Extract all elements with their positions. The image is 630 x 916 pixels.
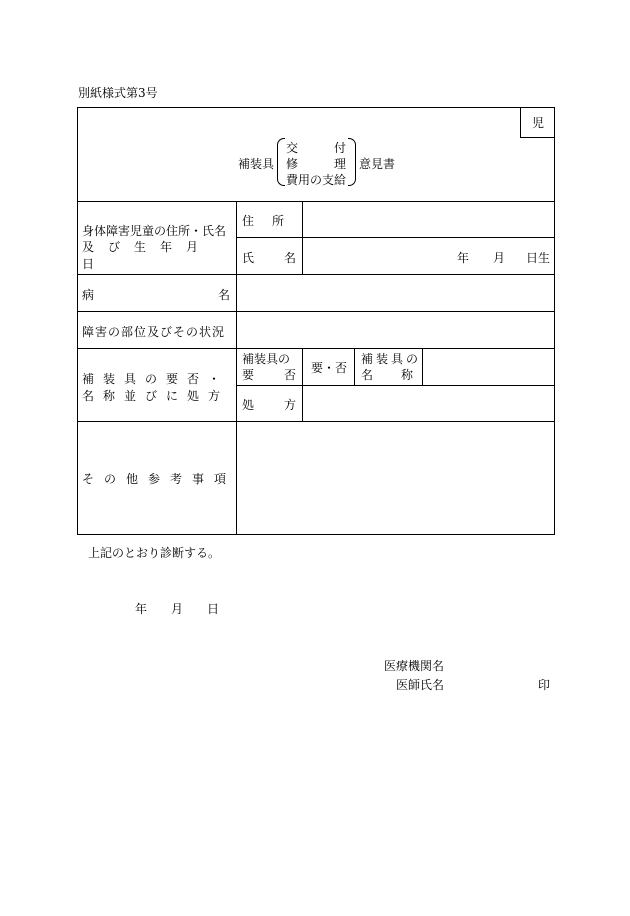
title-suffix: 意見書 bbox=[359, 157, 396, 171]
ji-label: 児 bbox=[531, 115, 544, 130]
title-option-issue-b: 付 bbox=[333, 141, 346, 155]
disability-label: 障害の部位及びその状況 bbox=[82, 325, 226, 339]
row-divider bbox=[77, 421, 555, 422]
row-divider bbox=[77, 274, 555, 275]
institution-label: 医療機関名 bbox=[384, 659, 445, 673]
person-label-line2: 及び生年月日 bbox=[82, 240, 213, 271]
need-label-line2: 要否 bbox=[242, 368, 327, 382]
title-option-repair-a: 修 bbox=[286, 157, 299, 171]
birth-year: 年 bbox=[457, 251, 470, 265]
date-day: 日 bbox=[207, 602, 220, 616]
title-option-issue bbox=[286, 139, 346, 156]
column-divider bbox=[236, 201, 237, 535]
column-divider bbox=[354, 348, 355, 385]
diagnosis-statement: 上記のとおり診断する。 bbox=[88, 546, 221, 560]
need-value: 要・否 bbox=[311, 361, 348, 375]
need-label-line1: 補装具の bbox=[242, 352, 291, 366]
title-option-issue-a: 交 bbox=[286, 141, 299, 155]
birth-month: 月 bbox=[493, 251, 506, 265]
person-label-line1: 身体障害児童の住所・氏名 bbox=[82, 224, 227, 238]
prescription-label: 処方 bbox=[242, 398, 327, 412]
device-label-line2: 名称並びに処方 bbox=[82, 389, 230, 403]
title-option-cost: 費用の支給 bbox=[286, 173, 347, 187]
row-divider bbox=[236, 237, 555, 238]
title-left-bracket bbox=[277, 138, 285, 186]
notes-label: その他参考事項 bbox=[82, 472, 237, 486]
doctor-label: 医師氏名 bbox=[396, 678, 445, 692]
row-divider bbox=[77, 311, 555, 312]
disease-label: 病名 bbox=[82, 288, 355, 302]
date-month: 月 bbox=[171, 602, 184, 616]
device-label-line1: 補装具の要否・ bbox=[82, 372, 230, 386]
title-prefix: 補装具 bbox=[238, 157, 275, 171]
birth-day: 日生 bbox=[526, 251, 551, 265]
seal-label: 印 bbox=[538, 678, 551, 692]
address-label: 住所 bbox=[242, 214, 303, 228]
title-option-repair bbox=[286, 155, 346, 172]
row-divider bbox=[77, 201, 555, 202]
device-name-label-line1: 補装具の bbox=[361, 352, 422, 366]
name-label: 氏名 bbox=[242, 251, 327, 265]
form-number: 別紙様式第3号 bbox=[78, 86, 158, 100]
row-divider bbox=[77, 348, 555, 349]
title-option-repair-b: 理 bbox=[333, 157, 346, 171]
row-divider bbox=[236, 385, 555, 386]
title-right-bracket bbox=[348, 138, 356, 186]
ji-category-box bbox=[520, 107, 555, 138]
device-name-label-line2: 名称 bbox=[361, 368, 442, 382]
date-year: 年 bbox=[135, 602, 148, 616]
